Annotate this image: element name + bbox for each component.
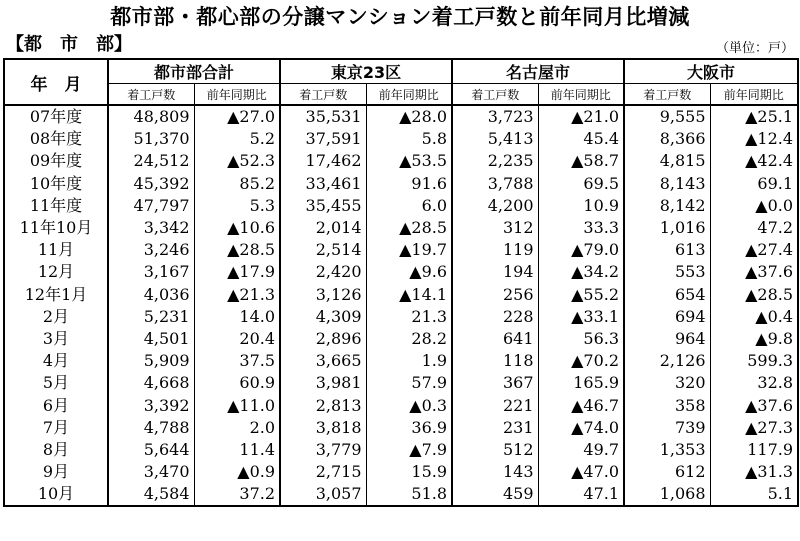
cell-yoy: ▲37.6 xyxy=(710,394,798,416)
table-row xyxy=(4,284,798,306)
cell-starts: 4,788 xyxy=(108,417,194,439)
cell-yoy: ▲79.0 xyxy=(538,239,624,261)
table-row xyxy=(4,350,798,372)
cell-yoy: 15.9 xyxy=(366,461,452,483)
cell-yoy: ▲10.6 xyxy=(194,217,280,239)
cell-yoy: ▲42.4 xyxy=(710,150,798,172)
cell-starts: 17,462 xyxy=(280,150,366,172)
cell-starts: 143 xyxy=(452,461,538,483)
row-period-label: 9月 xyxy=(4,461,108,483)
cell-starts: 694 xyxy=(624,306,710,328)
cell-yoy: 32.8 xyxy=(710,372,798,394)
cell-yoy: ▲53.5 xyxy=(366,150,452,172)
cell-starts: 3,167 xyxy=(108,261,194,283)
cell-starts: 35,455 xyxy=(280,195,366,217)
cell-starts: 367 xyxy=(452,372,538,394)
cell-starts: 1,068 xyxy=(624,483,710,506)
group-header-nagoya: 名古屋市 xyxy=(452,59,624,84)
cell-starts: 256 xyxy=(452,284,538,306)
cell-yoy: ▲33.1 xyxy=(538,306,624,328)
cell-yoy: ▲12.4 xyxy=(710,128,798,150)
cell-starts: 2,014 xyxy=(280,217,366,239)
cell-yoy: 1.9 xyxy=(366,350,452,372)
cell-starts: 4,815 xyxy=(624,150,710,172)
cell-yoy: ▲9.8 xyxy=(710,328,798,350)
cell-starts: 2,126 xyxy=(624,350,710,372)
cell-yoy: ▲19.7 xyxy=(366,239,452,261)
cell-yoy: ▲34.2 xyxy=(538,261,624,283)
row-period-label: 09年度 xyxy=(4,150,108,172)
subheader-yoy: 前年同期比 xyxy=(538,84,624,106)
cell-starts: 739 xyxy=(624,417,710,439)
cell-yoy: 10.9 xyxy=(538,195,624,217)
cell-starts: 2,715 xyxy=(280,461,366,483)
table-row xyxy=(4,328,798,350)
cell-starts: 4,584 xyxy=(108,483,194,506)
cell-starts: 231 xyxy=(452,417,538,439)
cell-starts: 33,461 xyxy=(280,173,366,195)
row-period-label: 5月 xyxy=(4,372,108,394)
table-row xyxy=(4,372,798,394)
cell-starts: 1,016 xyxy=(624,217,710,239)
housing-starts-table xyxy=(3,58,799,507)
cell-yoy: 2.0 xyxy=(194,417,280,439)
cell-starts: 51,370 xyxy=(108,128,194,150)
cell-yoy: ▲37.6 xyxy=(710,261,798,283)
cell-yoy: ▲46.7 xyxy=(538,394,624,416)
cell-yoy: ▲9.6 xyxy=(366,261,452,283)
cell-starts: 3,470 xyxy=(108,461,194,483)
cell-yoy: 91.6 xyxy=(366,173,452,195)
cell-yoy: 57.9 xyxy=(366,372,452,394)
subheader-yoy: 前年同期比 xyxy=(710,84,798,106)
group-header-osaka: 大阪市 xyxy=(624,59,798,84)
row-period-label: 07年度 xyxy=(4,105,108,128)
cell-yoy: 5.1 xyxy=(710,483,798,506)
cell-yoy: ▲28.5 xyxy=(710,284,798,306)
cell-starts: 3,723 xyxy=(452,105,538,128)
table-row xyxy=(4,239,798,261)
cell-starts: 4,668 xyxy=(108,372,194,394)
table-row xyxy=(4,195,798,217)
row-period-label: 2月 xyxy=(4,306,108,328)
cell-starts: 2,813 xyxy=(280,394,366,416)
cell-yoy: 11.4 xyxy=(194,439,280,461)
cell-starts: 221 xyxy=(452,394,538,416)
cell-yoy: ▲14.1 xyxy=(366,284,452,306)
cell-starts: 2,420 xyxy=(280,261,366,283)
cell-starts: 2,896 xyxy=(280,328,366,350)
cell-starts: 512 xyxy=(452,439,538,461)
group-header-urban-total: 都市部合計 xyxy=(108,59,280,84)
cell-yoy: ▲31.3 xyxy=(710,461,798,483)
group-header-tokyo23: 東京23区 xyxy=(280,59,452,84)
subheader-starts: 着工戸数 xyxy=(108,84,194,106)
row-period-label: 08年度 xyxy=(4,128,108,150)
cell-yoy: 6.0 xyxy=(366,195,452,217)
cell-starts: 613 xyxy=(624,239,710,261)
row-period-label: 11年度 xyxy=(4,195,108,217)
table-row xyxy=(4,217,798,239)
cell-yoy: 21.3 xyxy=(366,306,452,328)
header-row-subcolumns xyxy=(4,84,798,106)
cell-starts: 24,512 xyxy=(108,150,194,172)
cell-starts: 119 xyxy=(452,239,538,261)
cell-yoy: 49.7 xyxy=(538,439,624,461)
cell-yoy: ▲27.0 xyxy=(194,105,280,128)
table-row xyxy=(4,394,798,416)
cell-starts: 5,644 xyxy=(108,439,194,461)
cell-yoy: ▲21.0 xyxy=(538,105,624,128)
cell-starts: 118 xyxy=(452,350,538,372)
row-period-label: 8月 xyxy=(4,439,108,461)
cell-yoy: ▲0.0 xyxy=(710,195,798,217)
cell-starts: 4,501 xyxy=(108,328,194,350)
cell-yoy: ▲52.3 xyxy=(194,150,280,172)
cell-starts: 320 xyxy=(624,372,710,394)
cell-yoy: 45.4 xyxy=(538,128,624,150)
section-label: 【都 市 部】 xyxy=(6,34,132,55)
row-period-label: 3月 xyxy=(4,328,108,350)
cell-yoy: 69.5 xyxy=(538,173,624,195)
cell-yoy: 117.9 xyxy=(710,439,798,461)
table-row xyxy=(4,128,798,150)
cell-starts: 48,809 xyxy=(108,105,194,128)
cell-starts: 37,591 xyxy=(280,128,366,150)
cell-starts: 3,788 xyxy=(452,173,538,195)
cell-yoy: 60.9 xyxy=(194,372,280,394)
cell-yoy: ▲28.5 xyxy=(366,217,452,239)
cell-starts: 45,392 xyxy=(108,173,194,195)
cell-yoy: ▲21.3 xyxy=(194,284,280,306)
table-row xyxy=(4,439,798,461)
row-period-label: 11年10月 xyxy=(4,217,108,239)
cell-starts: 3,392 xyxy=(108,394,194,416)
row-period-label: 7月 xyxy=(4,417,108,439)
cell-yoy: 5.8 xyxy=(366,128,452,150)
cell-yoy: 36.9 xyxy=(366,417,452,439)
subheader-starts: 着工戸数 xyxy=(280,84,366,106)
header-row-groups xyxy=(4,59,798,84)
cell-starts: 3,818 xyxy=(280,417,366,439)
cell-yoy: ▲28.5 xyxy=(194,239,280,261)
cell-starts: 3,981 xyxy=(280,372,366,394)
cell-yoy: ▲7.9 xyxy=(366,439,452,461)
cell-starts: 4,309 xyxy=(280,306,366,328)
cell-yoy: ▲11.0 xyxy=(194,394,280,416)
cell-yoy: ▲55.2 xyxy=(538,284,624,306)
cell-yoy: 5.3 xyxy=(194,195,280,217)
cell-starts: 1,353 xyxy=(624,439,710,461)
cell-starts: 9,555 xyxy=(624,105,710,128)
cell-starts: 2,514 xyxy=(280,239,366,261)
cell-starts: 3,057 xyxy=(280,483,366,506)
cell-starts: 3,665 xyxy=(280,350,366,372)
cell-starts: 3,126 xyxy=(280,284,366,306)
cell-yoy: 47.1 xyxy=(538,483,624,506)
cell-yoy: ▲0.4 xyxy=(710,306,798,328)
cell-starts: 5,909 xyxy=(108,350,194,372)
cell-starts: 4,200 xyxy=(452,195,538,217)
row-period-label: 10年度 xyxy=(4,173,108,195)
cell-starts: 3,779 xyxy=(280,439,366,461)
cell-starts: 35,531 xyxy=(280,105,366,128)
unit-label: （単位：戸） xyxy=(715,41,794,56)
cell-starts: 8,142 xyxy=(624,195,710,217)
table-row xyxy=(4,417,798,439)
subheader-yoy: 前年同期比 xyxy=(194,84,280,106)
cell-starts: 654 xyxy=(624,284,710,306)
cell-starts: 2,235 xyxy=(452,150,538,172)
cell-yoy: 33.3 xyxy=(538,217,624,239)
cell-starts: 3,246 xyxy=(108,239,194,261)
cell-yoy: 85.2 xyxy=(194,173,280,195)
subheader-yoy: 前年同期比 xyxy=(366,84,452,106)
cell-starts: 641 xyxy=(452,328,538,350)
cell-starts: 459 xyxy=(452,483,538,506)
period-header: 年 月 xyxy=(4,59,108,105)
cell-starts: 47,797 xyxy=(108,195,194,217)
table-row xyxy=(4,105,798,128)
cell-yoy: ▲28.0 xyxy=(366,105,452,128)
row-period-label: 10月 xyxy=(4,483,108,506)
cell-starts: 3,342 xyxy=(108,217,194,239)
cell-yoy: ▲0.3 xyxy=(366,394,452,416)
cell-starts: 4,036 xyxy=(108,284,194,306)
cell-yoy: ▲27.4 xyxy=(710,239,798,261)
table-body xyxy=(4,105,798,506)
page-title: 都市部・都心部の分譲マンション着工戸数と前年同月比増減 xyxy=(110,5,690,29)
cell-starts: 964 xyxy=(624,328,710,350)
table-row xyxy=(4,461,798,483)
cell-starts: 194 xyxy=(452,261,538,283)
table-row xyxy=(4,150,798,172)
cell-yoy: 165.9 xyxy=(538,372,624,394)
cell-yoy: 28.2 xyxy=(366,328,452,350)
table-row xyxy=(4,483,798,506)
subheader-starts: 着工戸数 xyxy=(452,84,538,106)
row-period-label: 4月 xyxy=(4,350,108,372)
row-period-label: 6月 xyxy=(4,394,108,416)
cell-starts: 612 xyxy=(624,461,710,483)
cell-starts: 358 xyxy=(624,394,710,416)
cell-yoy: 56.3 xyxy=(538,328,624,350)
cell-starts: 312 xyxy=(452,217,538,239)
table-row xyxy=(4,306,798,328)
cell-yoy: 599.3 xyxy=(710,350,798,372)
cell-yoy: ▲0.9 xyxy=(194,461,280,483)
cell-yoy: 37.5 xyxy=(194,350,280,372)
row-period-label: 11月 xyxy=(4,239,108,261)
cell-yoy: 20.4 xyxy=(194,328,280,350)
subheader-starts: 着工戸数 xyxy=(624,84,710,106)
cell-yoy: ▲27.3 xyxy=(710,417,798,439)
table-row xyxy=(4,261,798,283)
cell-starts: 8,366 xyxy=(624,128,710,150)
cell-starts: 8,143 xyxy=(624,173,710,195)
row-period-label: 12年1月 xyxy=(4,284,108,306)
cell-yoy: ▲47.0 xyxy=(538,461,624,483)
cell-yoy: ▲25.1 xyxy=(710,105,798,128)
cell-yoy: ▲74.0 xyxy=(538,417,624,439)
cell-yoy: ▲58.7 xyxy=(538,150,624,172)
cell-yoy: 14.0 xyxy=(194,306,280,328)
cell-starts: 553 xyxy=(624,261,710,283)
cell-yoy: 47.2 xyxy=(710,217,798,239)
cell-yoy: 51.8 xyxy=(366,483,452,506)
cell-starts: 228 xyxy=(452,306,538,328)
row-period-label: 12月 xyxy=(4,261,108,283)
cell-yoy: ▲70.2 xyxy=(538,350,624,372)
cell-starts: 5,231 xyxy=(108,306,194,328)
cell-yoy: ▲17.9 xyxy=(194,261,280,283)
cell-yoy: 37.2 xyxy=(194,483,280,506)
table-row xyxy=(4,173,798,195)
cell-yoy: 69.1 xyxy=(710,173,798,195)
cell-yoy: 5.2 xyxy=(194,128,280,150)
cell-starts: 5,413 xyxy=(452,128,538,150)
